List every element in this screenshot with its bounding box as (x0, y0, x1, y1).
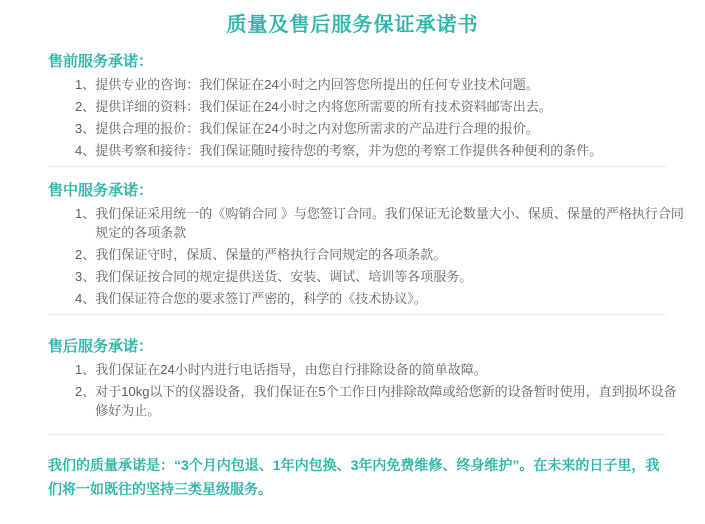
item-number: 1、 (75, 77, 96, 92)
section-divider (48, 166, 666, 167)
item-number: 1、 (75, 362, 96, 377)
item-number: 4、 (75, 143, 96, 158)
item-number: 2、 (75, 99, 96, 114)
section-divider (48, 314, 666, 315)
list-item (75, 141, 689, 160)
item-text: 提供合理的报价：我们保证在24小时之内对您所需求的产品进行合理的报价。 (95, 121, 539, 136)
section-divider (48, 434, 666, 435)
item-text: 提供考察和接待：我们保证随时接待您的考察，并为您的考察工作提供各种便利的条件。 (95, 143, 603, 158)
item-text: 我们保证在24小时内进行电话指导，由您自行排除设备的简单故障。 (95, 362, 487, 377)
list-item (75, 289, 689, 308)
page-title: 质量及售后服务保证承诺书 (226, 14, 479, 36)
item-number: 2、 (75, 384, 96, 399)
item-text: 对于10kg以下的仪器设备，我们保证在5个工作日内排除故障或给您新的设备暂时使用，直到损坏设备修好为止。 (95, 384, 677, 418)
section-insale (48, 181, 689, 308)
list-item (75, 245, 689, 264)
section-heading-presale: 售前服务承诺： (48, 53, 154, 70)
presale-list (48, 75, 689, 160)
item-number: 1、 (75, 206, 96, 221)
item-number: 3、 (75, 121, 96, 136)
list-item (75, 97, 689, 116)
list-item (75, 75, 689, 94)
item-text: 我们保证守时，保质、保量的严格执行合同规定的各项条款。 (95, 247, 447, 262)
aftersale-list (48, 360, 689, 420)
section-presale (48, 52, 689, 160)
list-item (75, 204, 689, 242)
section-heading-insale: 售中服务承诺： (48, 182, 154, 199)
item-text: 我们保证符合您的要求签订严密的，科学的《技术协议》。 (95, 291, 427, 306)
item-number: 4、 (75, 291, 96, 306)
item-number: 3、 (75, 269, 96, 284)
item-text: 提供详细的资料：我们保证在24小时之内将您所需要的所有技术资料邮寄出去。 (95, 99, 552, 114)
item-text: 我们保证采用统一的《购销合同 》与您签订合同。我们保证无论数量大小、保质、保量的严格执行合同规定的各项条款 (95, 206, 684, 240)
list-item (75, 382, 689, 420)
item-text: 我们保证按合同的规定提供送货、安装、调试、培训等各项服务。 (95, 269, 473, 284)
item-number: 2、 (75, 247, 96, 262)
list-item (75, 267, 689, 286)
item-text: 提供专业的咨询：我们保证在24小时之内回答您所提出的任何专业技术问题。 (95, 77, 539, 92)
list-item (75, 119, 689, 138)
insale-list (48, 204, 689, 308)
section-heading-aftersale: 售后服务承诺： (48, 338, 154, 355)
list-item (75, 360, 689, 379)
quality-statement: 我们的质量承诺是：“3个月内包退、1年内包换、3年内免费维修、终身维护”。在未来的日子里，我们将一如既往的坚持三类星级服务。 (48, 457, 660, 497)
section-aftersale (48, 337, 689, 420)
